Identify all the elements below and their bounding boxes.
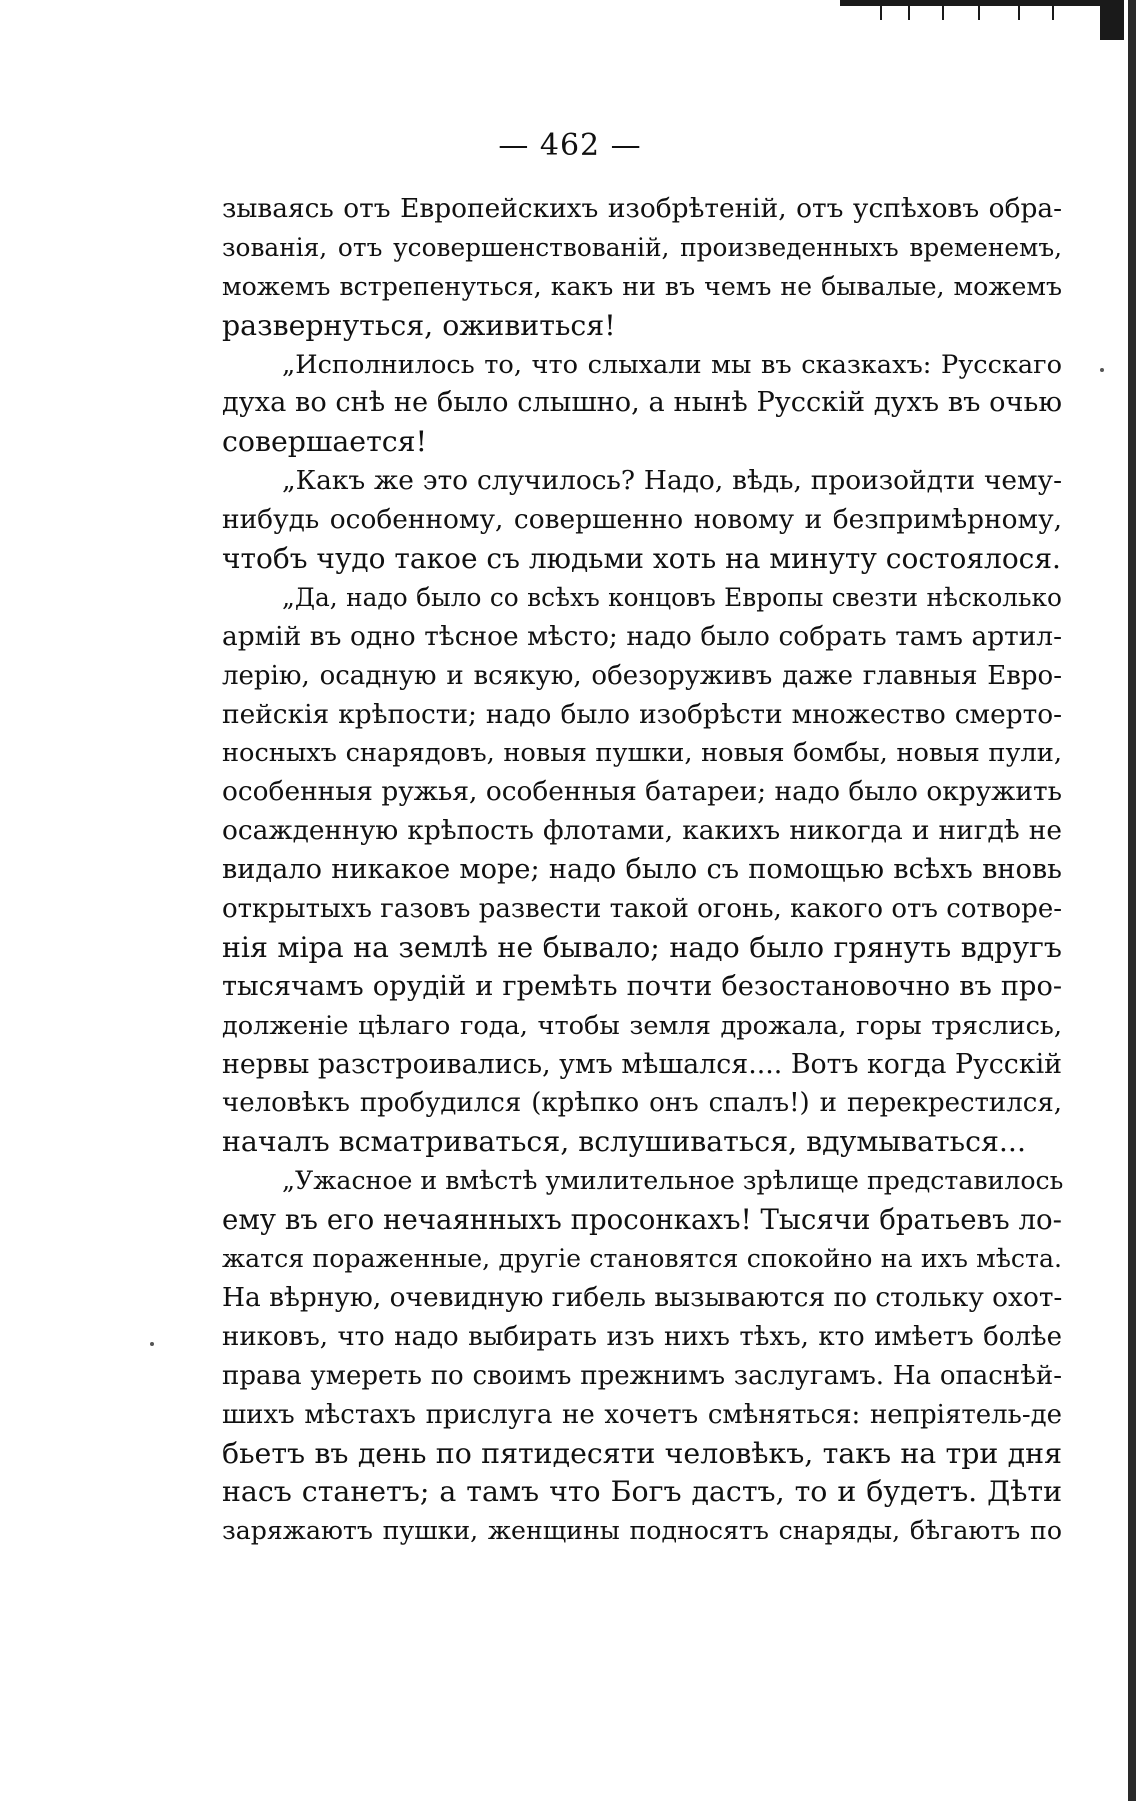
scan-tick	[978, 6, 980, 20]
text-line: духа во снѣ не было слышно, а нынѣ Русскій духъ въ очью	[222, 387, 1062, 419]
text-line: пейскія крѣпости; надо было изобрѣсти множество смерто-	[222, 698, 1062, 730]
paragraph	[222, 579, 1062, 1162]
text-line: никовъ, что надо выбирать изъ нихъ тѣхъ, кто имѣетъ болѣе	[222, 1321, 1062, 1352]
text-line: открытыхъ газовъ развести такой огонь, какого отъ сотворе-	[222, 894, 1062, 925]
text-line: носныхъ снарядовъ, новыя пушки, новыя бомбы, новыя пули,	[222, 738, 1062, 769]
text-line: На вѣрную, очевидную гибель вызываются по стольку охот-	[222, 1281, 1063, 1313]
paragraph	[222, 462, 1062, 579]
text-line: нервы разстроивались, умъ мѣшался.... Вотъ когда Русскій	[222, 1048, 1062, 1080]
scan-tick	[1052, 6, 1054, 20]
text-line: жатся пораженные, другіе становятся спокойно на ихъ мѣста.	[222, 1244, 1062, 1274]
page-body	[222, 190, 1062, 1551]
scan-speck	[1100, 368, 1104, 372]
scan-edge-right	[1124, 0, 1140, 1801]
text-line: тысячамъ орудій и гремѣть почти безостановочно въ про-	[222, 970, 1062, 1002]
text-line: зованія, отъ усовершенствованій, произведенныхъ временемъ,	[222, 232, 1062, 262]
paragraph	[222, 190, 1062, 346]
text-line: можемъ встрепенуться, какъ ни въ чемъ не бывалые, можемъ	[222, 271, 1062, 301]
scan-tick	[942, 6, 944, 20]
text-line: нія міра на землѣ не бывало; надо было грянуть вдругъ	[222, 930, 1062, 964]
text-line: „Исполнилось то, что слыхали мы въ сказкахъ: Русскаго	[282, 349, 1062, 380]
text-line: развернуться, оживиться!	[222, 308, 616, 342]
text-line: зываясь отъ Европейскихъ изобрѣтеній, отъ успѣховъ обра-	[222, 193, 1062, 224]
text-line: совершается!	[222, 425, 428, 459]
text-line: человѣкъ пробудился (крѣпко онъ спалъ!) и перекрестился,	[222, 1088, 1062, 1119]
scan-tick	[908, 6, 910, 20]
text-line: бьетъ въ день по пятидесяти человѣкъ, такъ на три дня	[222, 1436, 1062, 1470]
text-line: осажденную крѣпость флотами, какихъ никогда и нигдѣ не	[222, 815, 1062, 847]
text-line: права умереть по своимъ прежнимъ заслугамъ. На опаснѣй-	[222, 1360, 1062, 1391]
text-line: особенныя ружья, особенныя батареи; надо было окружить	[222, 776, 1062, 808]
text-line: ему въ его нечаянныхъ просонкахъ! Тысячи братьевъ ло-	[222, 1203, 1062, 1237]
scan-edge-top	[840, 0, 1140, 30]
page-number: — 462 —	[498, 128, 642, 163]
text-line: „Какъ же это случилось? Надо, вѣдь, произойдти чему-	[282, 465, 1062, 497]
paragraph	[222, 346, 1062, 463]
text-line: видало никакое море; надо было съ помощью всѣхъ вновь	[222, 854, 1062, 886]
paragraph	[222, 1162, 1062, 1551]
text-line: чтобъ чудо такое съ людьми хоть на минуту состоялося.	[222, 542, 1061, 576]
text-line: началъ всматриваться, вслушиваться, вдумываться...	[222, 1125, 1026, 1159]
text-line: нибудь особенному, совершенно новому и безпримѣрному,	[222, 504, 1062, 536]
text-line: заряжаютъ пушки, женщины подносятъ снаряды, бѣгаютъ по	[222, 1516, 1062, 1546]
text-line: долженіе цѣлаго года, чтобы земля дрожала, горы тряслись,	[222, 1010, 1062, 1041]
text-line: насъ станетъ; а тамъ что Богъ дастъ, то и будетъ. Дѣти	[222, 1475, 1062, 1509]
text-line: „Ужасное и вмѣстѣ умилительное зрѣлище представилось	[282, 1166, 1064, 1196]
scan-speck	[150, 1342, 154, 1346]
scan-tick	[1018, 6, 1020, 20]
text-line: шихъ мѣстахъ прислуга не хочетъ смѣняться: непріятель-де	[222, 1399, 1062, 1430]
text-line: лерію, осадную и всякую, обезоруживъ даже главныя Евро-	[222, 660, 1062, 691]
text-line: армій въ одно тѣсное мѣсто; надо было собрать тамъ артил-	[222, 620, 1062, 652]
scan-tick	[880, 6, 882, 20]
text-line: „Да, надо было со всѣхъ концовъ Европы свезти нѣсколько	[282, 582, 1062, 612]
